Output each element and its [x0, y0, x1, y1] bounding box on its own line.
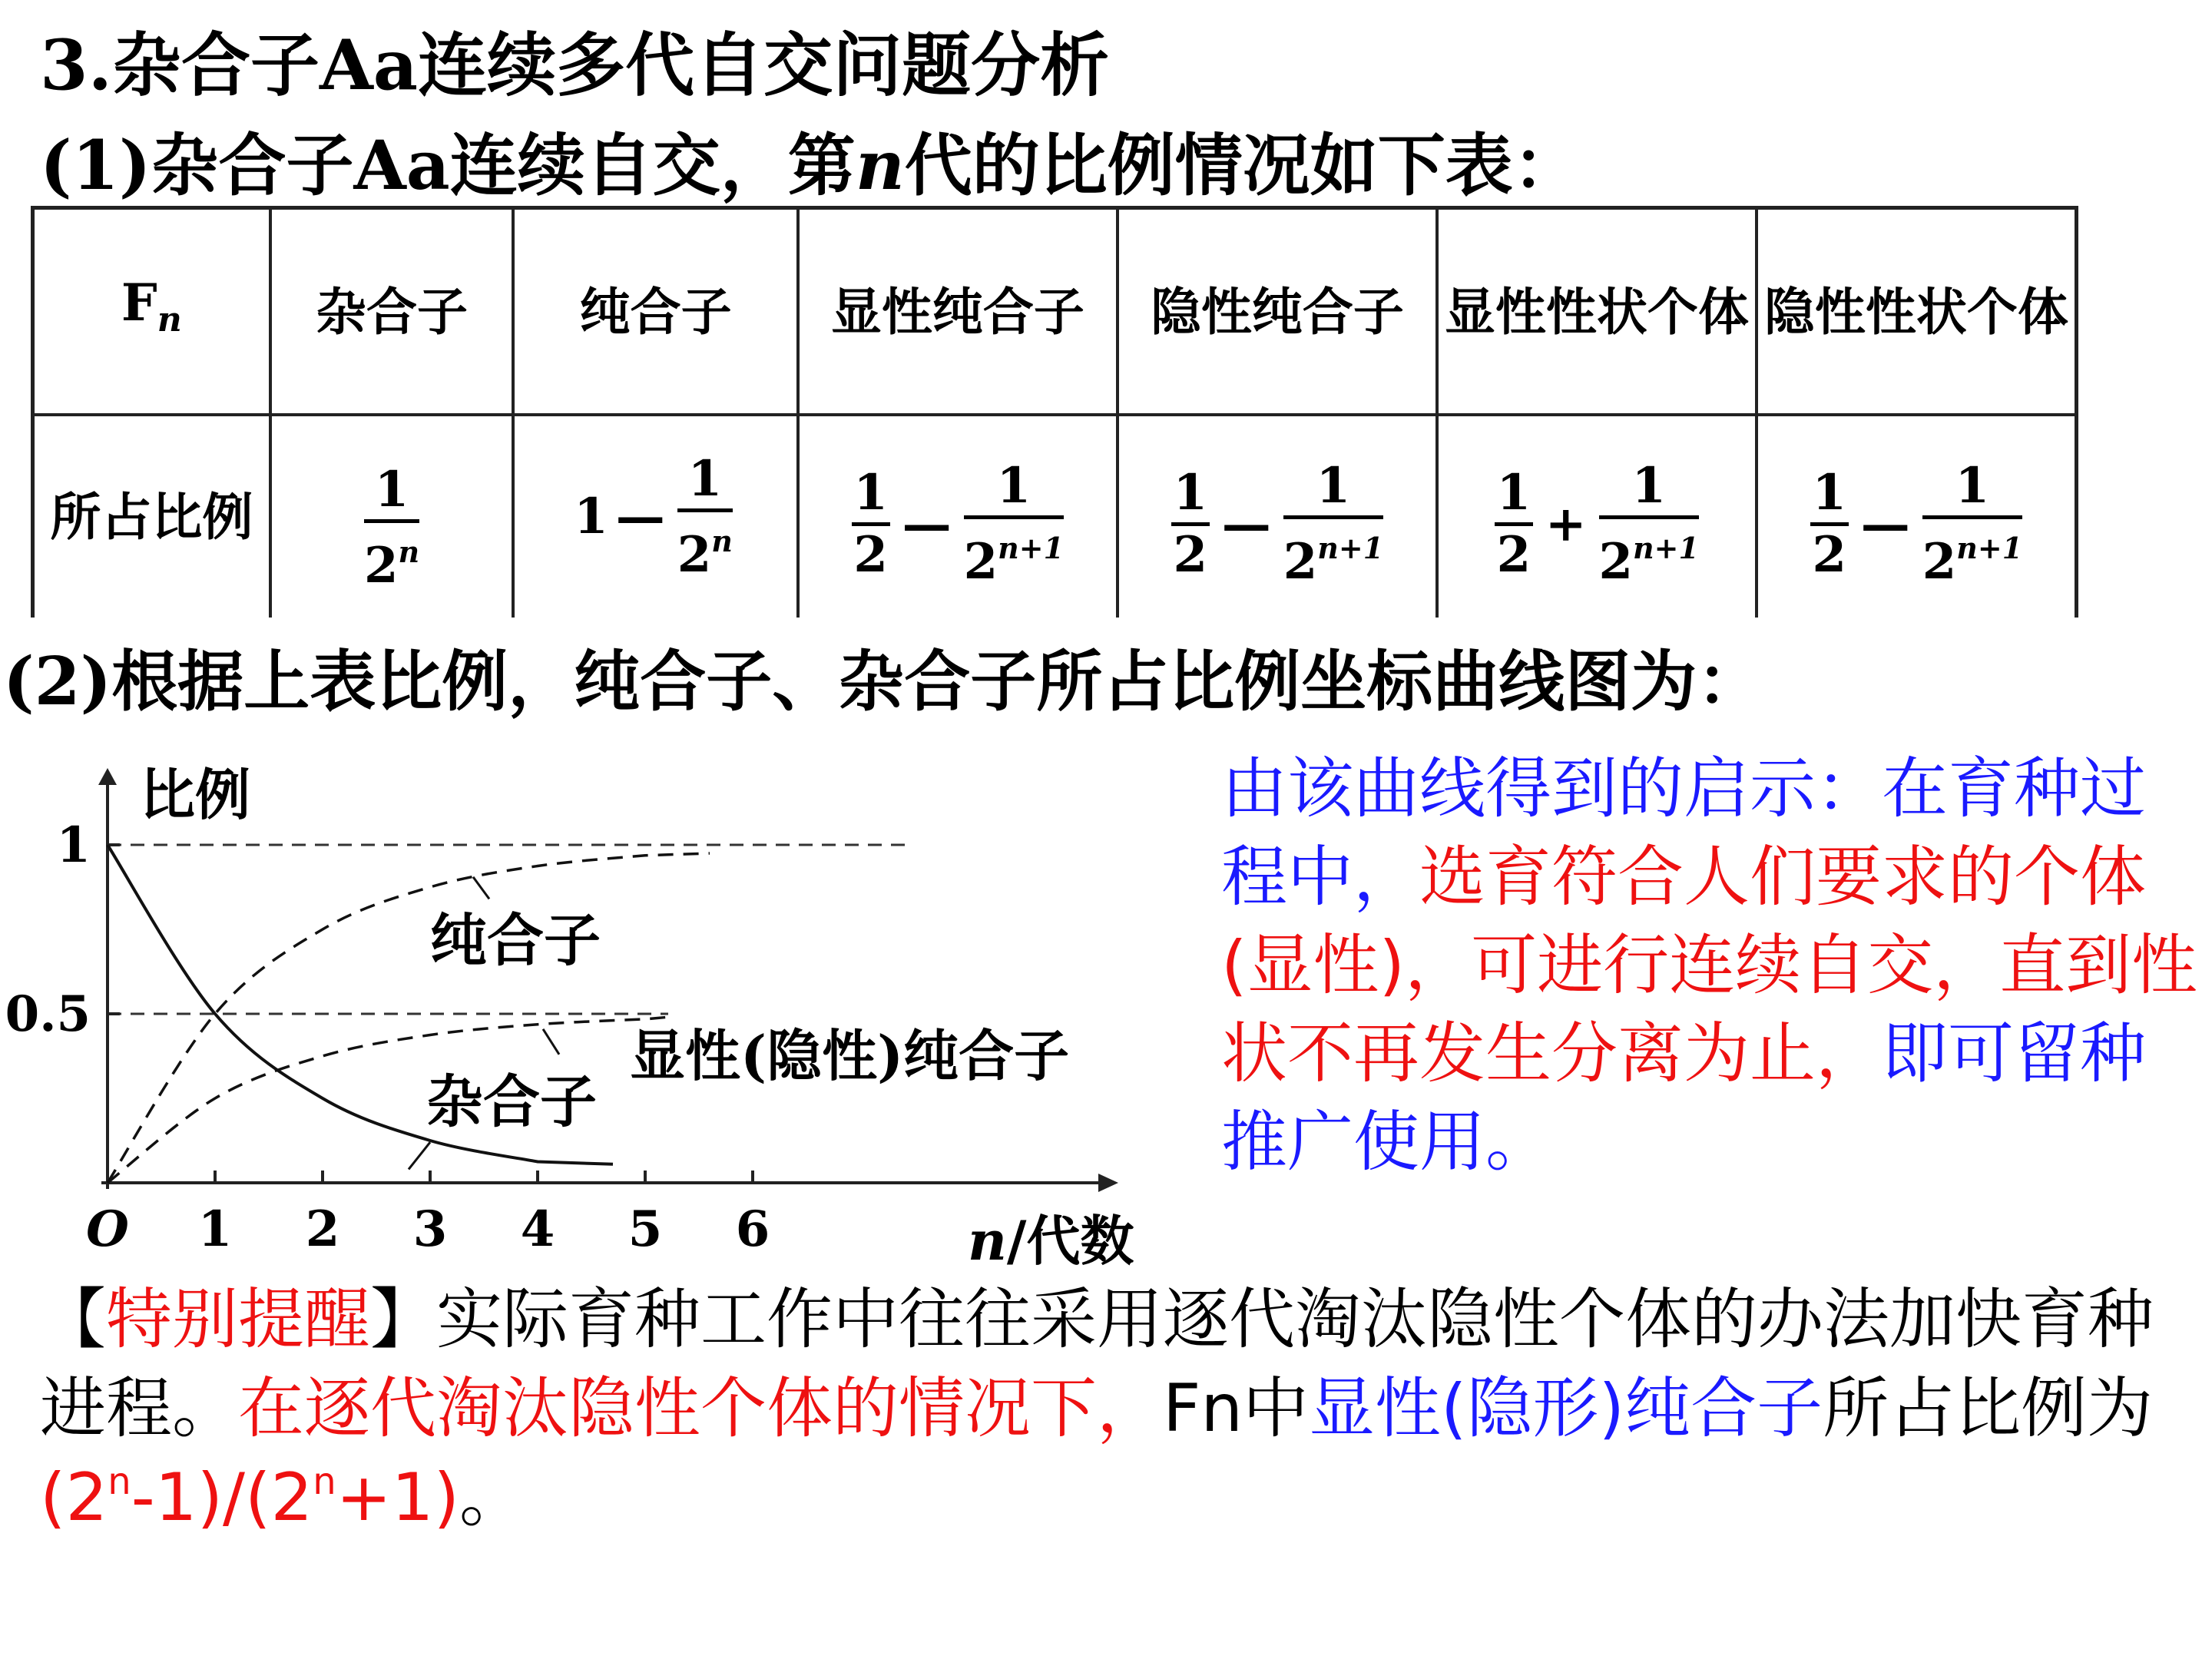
note-bracket-open: 【	[40, 1281, 106, 1358]
header-homo: 纯合子	[513, 208, 797, 416]
value-recessive-pheno	[1757, 415, 2077, 618]
minus-sign: —	[902, 495, 952, 553]
note-text-2: 在逐代淘汰隐性个体的情况下，	[238, 1370, 1163, 1447]
frac-numerator: 1	[853, 464, 888, 522]
insight-text	[1221, 745, 2208, 1187]
frac-denominator: 2	[1173, 526, 1207, 584]
frac-numerator: 1	[1631, 457, 1666, 515]
frac-numerator: 1	[1812, 464, 1846, 522]
x-tick-label: 1	[197, 1200, 233, 1258]
x-tick-label: 3	[412, 1200, 448, 1258]
y-axis-label: 比例	[140, 762, 251, 827]
x-tick-label: 5	[628, 1200, 663, 1258]
value-dominant-homo	[798, 415, 1118, 618]
frac-numerator: 1	[687, 449, 723, 508]
value-homo	[513, 415, 797, 618]
frac-exponent: n+1	[1633, 531, 1699, 565]
note-text-1: 实际育种工作中往往采用逐代淘汰隐性个体的办法加快育种进程。	[40, 1281, 2154, 1447]
note-formula	[40, 1459, 459, 1536]
y-tick-label: 0.5	[5, 985, 91, 1043]
insight-part-2: 选育符合人们要求的个体(显性)，可进行连续自交，直到性状不再发生分离为止，	[1221, 839, 2198, 1092]
frac-base: 2	[963, 533, 998, 591]
leader-hetero	[409, 1142, 430, 1169]
frac-numerator: 1	[1173, 464, 1207, 522]
header-fn-sub: n	[157, 300, 182, 340]
special-reminder	[40, 1275, 2190, 1542]
header-hetero: 杂合子	[270, 208, 514, 416]
table-intro-prefix: (1)杂合子Aa连续自交，第	[40, 125, 856, 205]
value-dominant-pheno	[1437, 415, 1757, 618]
header-dominant-pheno: 显性性状个体	[1437, 208, 1757, 416]
header-recessive-pheno: 隐性性状个体	[1757, 208, 2077, 416]
label-pure: 纯合子	[430, 908, 601, 974]
frac-numerator: 1	[1496, 464, 1532, 522]
frac-numerator: 1	[374, 460, 409, 518]
frac-exponent: n	[398, 534, 420, 569]
x-axis-arrow	[1098, 1174, 1118, 1192]
plus-sign: +	[1545, 495, 1587, 553]
frac-numerator: 1	[1316, 457, 1351, 515]
formula-exp-1: n	[108, 1460, 131, 1503]
frac-denominator: 2	[1496, 526, 1532, 584]
x-axis-label-unit: /代数	[1006, 1210, 1134, 1273]
origin-label: O	[86, 1200, 129, 1258]
frac-base: 2	[363, 536, 399, 594]
minus-sign: —	[615, 488, 665, 545]
minus-sign: —	[1860, 495, 1910, 553]
frac-numerator: 1	[1955, 457, 1990, 515]
formula-part-1: (2	[40, 1459, 108, 1536]
chart-axes	[98, 768, 1118, 1192]
x-tick-label: 4	[520, 1200, 555, 1258]
frac-base: 2	[1283, 533, 1318, 591]
page-heading: 3.杂合子Aa连续多代自交问题分析	[40, 25, 1110, 106]
table-intro-suffix: 代的比例情况如下表：	[904, 125, 1581, 205]
minus-sign: —	[1221, 495, 1271, 553]
value-one: 1	[574, 488, 608, 545]
note-text-5: 所占比例为	[1823, 1370, 2154, 1447]
frac-denominator: 2	[853, 526, 888, 584]
x-tick-label: 6	[735, 1200, 770, 1258]
formula-part-2: -1)/(2	[131, 1459, 313, 1536]
insight-part-3: 即可留种推广使用。	[1221, 1015, 2146, 1181]
frac-base: 2	[1922, 533, 1957, 591]
header-fn: $F_n$	[33, 208, 270, 416]
insight-part-1: 由该曲线得到的启示：在育种过程中，	[1221, 750, 2146, 916]
frac-base: 2	[677, 525, 712, 584]
leader-pure	[473, 877, 489, 899]
table-header-row	[33, 208, 2077, 416]
value-recessive-homo	[1118, 415, 1437, 618]
note-text-6: 。	[459, 1459, 525, 1536]
chart-labels	[5, 762, 1134, 1273]
header-recessive-homo: 隐性纯合子	[1118, 208, 1437, 416]
value-hetero	[270, 415, 514, 618]
leader-dominant	[543, 1029, 559, 1055]
label-hetero: 杂合子	[426, 1069, 597, 1135]
formula-exp-2: n	[313, 1460, 336, 1503]
note-text-3: Fn中	[1163, 1370, 1309, 1447]
frac-exponent: n+1	[1956, 531, 2023, 565]
ratio-table	[31, 206, 2078, 618]
table-intro-n: n	[855, 125, 905, 205]
frac-base: 2	[1598, 533, 1634, 591]
frac-exponent: n+1	[1317, 531, 1384, 565]
note-text-4: 显性(隐形)纯合子	[1308, 1370, 1823, 1447]
note-title: 特别提醒	[106, 1281, 370, 1358]
table-value-row	[33, 415, 2077, 618]
frac-numerator: 1	[996, 457, 1031, 515]
row-label: 所占比例	[33, 415, 270, 618]
x-tick-label: 2	[305, 1200, 340, 1258]
frac-denominator: 2	[1812, 526, 1846, 584]
x-axis-label-n: n	[968, 1209, 1007, 1273]
frac-exponent: n+1	[998, 531, 1065, 565]
section-2-title: (2)根据上表比例，纯合子、杂合子所占比例坐标曲线图为：	[3, 643, 1763, 720]
note-bracket-close: 】	[370, 1281, 436, 1358]
formula-part-3: +1)	[336, 1459, 459, 1536]
header-dominant-homo: 显性纯合子	[798, 208, 1118, 416]
y-tick-label: 1	[56, 816, 91, 874]
x-axis-label	[968, 1209, 1134, 1273]
y-axis-arrow	[98, 768, 117, 785]
table-intro	[40, 121, 1581, 210]
label-dominant-pure: 显性(隐性)纯合子	[630, 1023, 1070, 1088]
frac-exponent: n	[711, 523, 733, 558]
ratio-curve-chart	[0, 737, 1198, 1275]
